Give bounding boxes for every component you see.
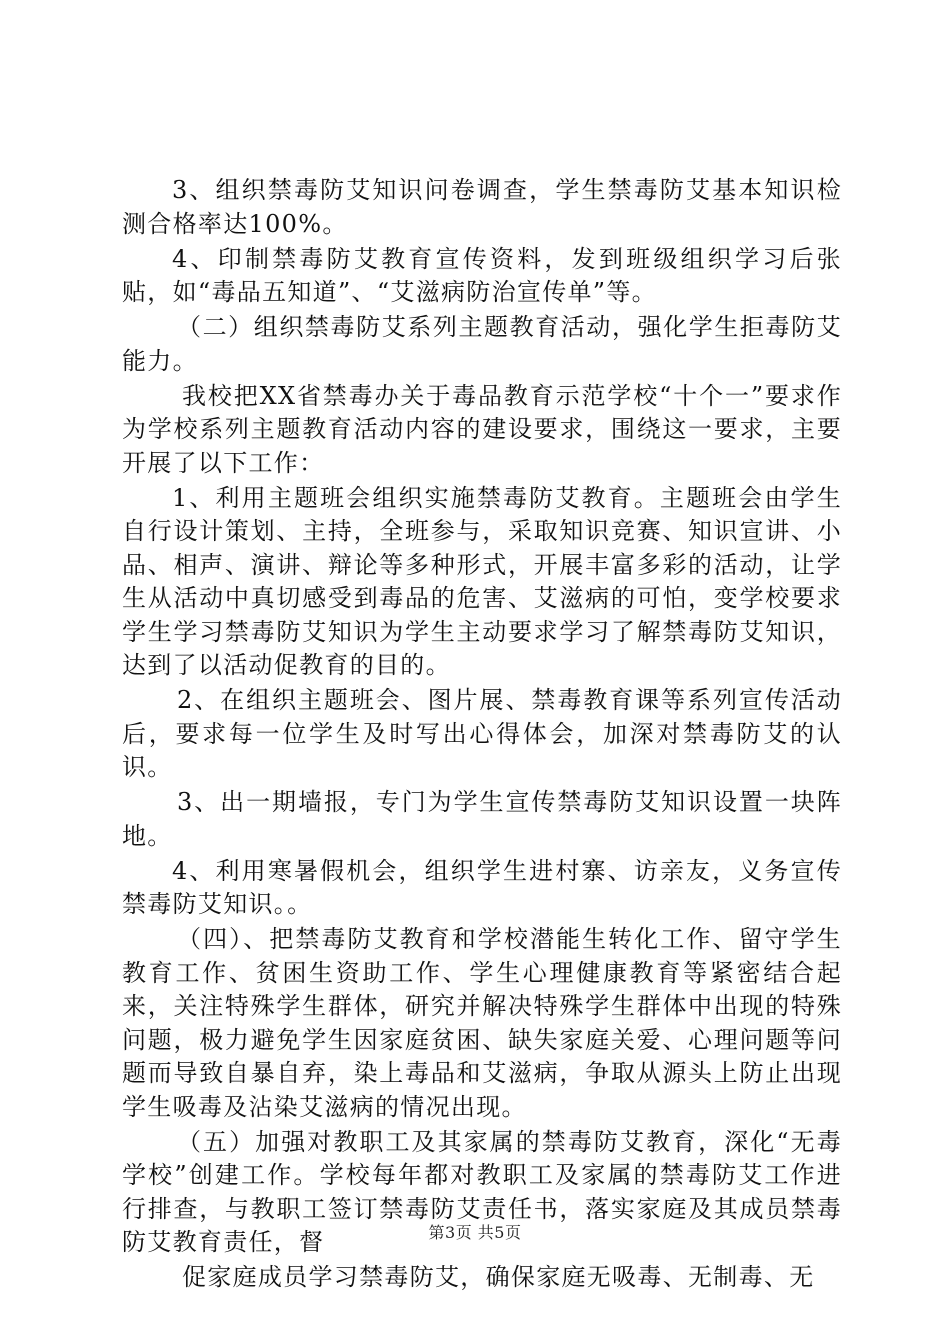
paragraph-item-2-reflections: 2、在组织主题班会、图片展、禁毒教育课等系列宣传活动后，要求每一位学生及时写出心得体会，加深对禁毒防艾的认识。 [122, 686, 842, 781]
section-heading-2: （二）组织禁毒防艾系列主题教育活动，强化学生拒毒防艾能力。 [122, 313, 842, 375]
paragraph-item-4-materials: 4、印制禁毒防艾教育宣传资料，发到班级组织学习后张贴，如“毒品五知道”、“艾滋病防治宣传单”等。 [122, 244, 842, 306]
paragraph-item-4-holiday: 4、利用寒暑假机会，组织学生进村寨、访亲友，义务宣传禁毒防艾知识。。 [122, 856, 842, 918]
paragraph-item-3-wall-newspaper: 3、出一期墙报，专门为学生宣传禁毒防艾知识设置一块阵地。 [122, 788, 842, 850]
page-number-footer: 第3页 共5页 [428, 1223, 522, 1242]
paragraph-continuation: 促家庭成员学习禁毒防艾，确保家庭无吸毒、无制毒、无 [182, 1263, 815, 1291]
section-heading-5: （五）加强对教职工及其家属的禁毒防艾教育，深化“无毒学校”创建工作。学校每年都对教职工及家属的禁毒防艾工作进行排查，与教职工签订禁毒防艾责任书，落实家庭及其成员禁毒防艾教育责任，督 [122, 1127, 842, 1256]
paragraph-requirements-intro: 我校把XX省禁毒办关于毒品教育示范学校“十个一”要求作为学校系列主题教育活动内容的建设要求，围绕这一要求，主要开展了以下工作： [122, 381, 842, 477]
document-body [122, 174, 842, 1296]
section-heading-4: （四）、把禁毒防艾教育和学校潜能生转化工作、留守学生教育工作、贫困生资助工作、学生心理健康教育等紧密结合起来，关注特殊学生群体，研究并解决特殊学生群体中出现的特殊问题，极力避免学生因家庭贫困、缺失家庭关爱、心理问题等问题而导致自暴自弃，染上毒品和艾滋病，争取从源头上防止出现学生吸毒及沾染艾滋病的情况出现。 [122, 925, 842, 1121]
paragraph-item-1-class-meeting: 1、利用主题班会组织实施禁毒防艾教育。主题班会由学生自行设计策划、主持，全班参与，采取知识竞赛、知识宣讲、小品、相声、演讲、辩论等多种形式，开展丰富多彩的活动，让学生从活动中真切感受到毒品的危害、艾滋病的可怕，变学校要求学生学习禁毒防艾知识为学生主动要求学习了解禁毒防艾知识，达到了以活动促教育的目的。 [122, 483, 842, 679]
paragraph-item-3-survey: 3、组织禁毒防艾知识问卷调查，学生禁毒防艾基本知识检测合格率达100%。 [122, 176, 842, 238]
